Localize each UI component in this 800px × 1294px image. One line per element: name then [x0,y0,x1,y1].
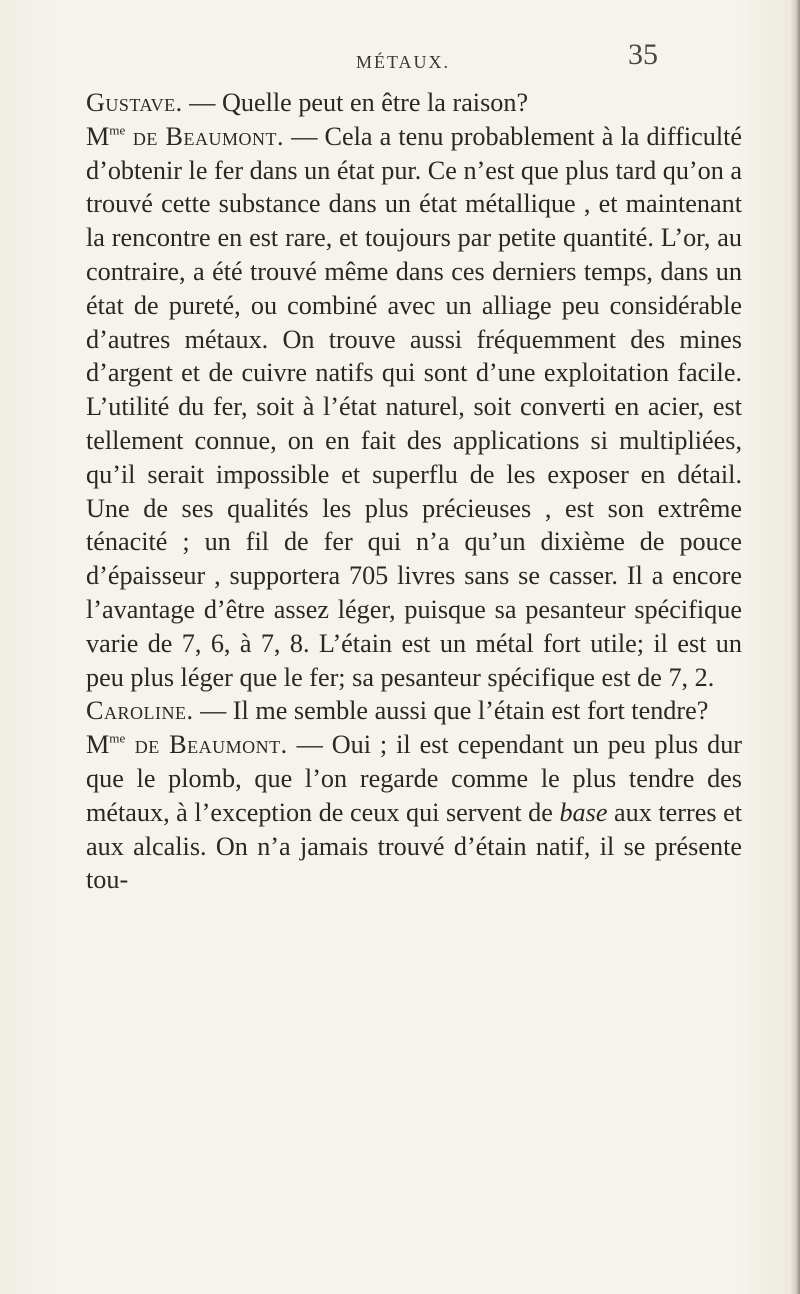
page-header [0,38,800,78]
speaker-name: Gustave. [86,88,183,117]
paragraph-mme-beaumont-2 [60,728,742,897]
paragraph-mme-beaumont-1 [60,120,742,695]
speaker-title: $M^{me}$ [86,121,126,151]
speaker-name: de Beaumont. [125,121,285,151]
dialogue-text: — Oui ; il est cependant un peu plus dur que le plomb, que l’on regarde comme le plus tendre des métaux, à l’exception de ceux qui servent de [86,730,743,827]
running-head: MÉTAUX. [356,52,451,72]
dialogue-text: aux terres et aux alcalis. On n’a jamais trouvé d’étain natif, il se présente tou- [86,797,742,895]
italic-term: base [559,797,608,827]
page-edge-shadow [790,0,800,1294]
speaker-name: de Beaumont. [125,730,288,760]
speaker-name: Caroline. [86,696,194,726]
paragraph-gustave [60,86,742,120]
dialogue-text: — Il me semble aussi que l’étain est fort tendre? [193,696,709,726]
page-text [60,86,742,897]
page-number: 35 [628,38,658,71]
dialogue-text: — Cela a tenu probablement à la difficulté d’obtenir le fer dans un état pur. Ce n’est que plus tard qu’on a trouvé cette substance dans un état métallique , et maintenant la rencontre en est rare, et toujours par petite quantité. L’or, au contraire, a été trouvé même dans ces derniers temps, dans un état de pureté, ou combiné avec un alliage peu considérable d’autres métaux. On trouve aussi fréquemment des mines d’argent et de cuivre natifs qui sont d’une exploitation facile. L’utilité du fer, soit à l’état naturel, soit converti en acier, est tellement connue, on en fait des applications si multipliées, qu’il serait impossible et superflu de les exposer en détail. Une de ses qualités les plus précieuses , est son extrême ténacité ; un fil de fer qui n’a qu’un dixième de pouce d’épaisseur , supportera 705 livres sans se casser. Il a encore l’avantage d’être assez léger, puisque sa pesanteur spécifique varie de 7, 6, à 7, 8. L’étain est un métal fort utile; il est un peu plus léger que le fer; sa pesanteur spécifique est de 7, 2. [86,121,742,692]
dialogue-text: — Quelle peut en être la raison? [182,88,529,117]
paragraph-caroline [60,694,742,728]
speaker-title: $M^{me}$ [86,730,126,760]
